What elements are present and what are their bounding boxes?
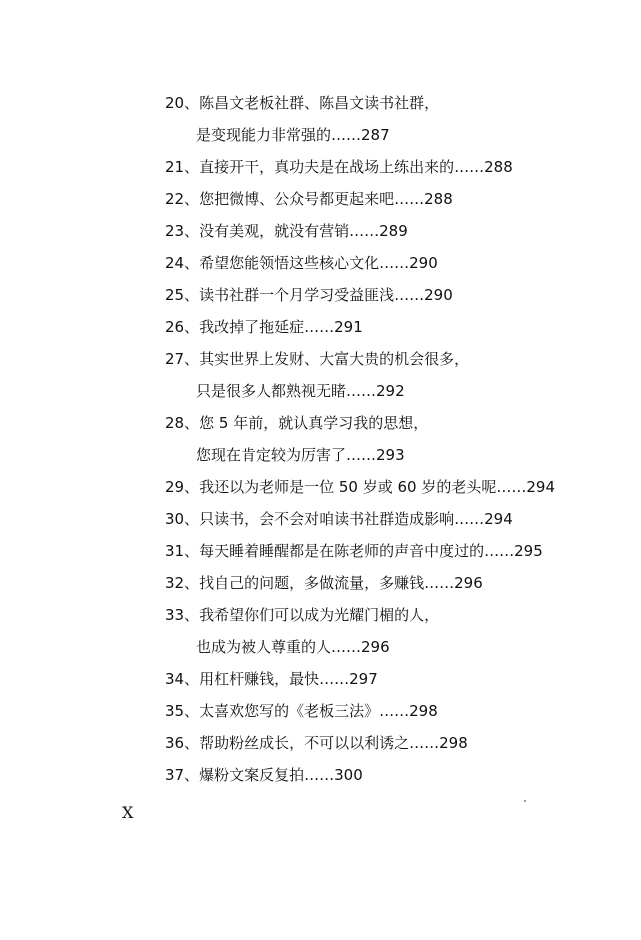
entry-title: 我希望你们可以成为光耀门楣的人，: [199, 606, 440, 624]
entry-title-continued: 是变现能力非常强的……287: [196, 126, 390, 144]
toc-entry-34: [165, 669, 378, 689]
entry-title: 用杠杆赚钱，最快……297: [199, 670, 378, 688]
entry-number: 29: [165, 478, 185, 496]
toc-entry-31: [165, 541, 543, 561]
entry-number: 27: [165, 350, 185, 368]
entry-separator: 、: [184, 510, 200, 528]
entry-separator: 、: [184, 702, 200, 720]
entry-title-continued: 也成为被人尊重的人……296: [196, 638, 390, 656]
entry-separator: 、: [184, 94, 200, 112]
entry-number: 24: [165, 254, 185, 272]
toc-entry-22: [165, 189, 453, 209]
toc-entry-26: [165, 317, 363, 337]
entry-title: 爆粉文案反复拍……300: [199, 766, 363, 784]
entry-number: 28: [165, 414, 185, 432]
entry-title: 我改掉了拖延症……291: [199, 318, 363, 336]
entry-separator: 、: [184, 414, 200, 432]
entry-separator: 、: [184, 574, 200, 592]
entry-title: 直接开干，真功夫是在战场上练出来的……288: [199, 158, 513, 176]
toc-entry-21: [165, 157, 513, 177]
entry-number: 23: [165, 222, 185, 240]
entry-number: 26: [165, 318, 185, 336]
entry-separator: 、: [184, 350, 200, 368]
toc-entry-24: [165, 253, 438, 273]
entry-number: 37: [165, 766, 185, 784]
entry-title: 找自己的问题，多做流量，多赚钱……296: [199, 574, 483, 592]
entry-number: 20: [165, 94, 185, 112]
entry-separator: 、: [184, 766, 200, 784]
entry-separator: 、: [184, 318, 200, 336]
toc-entry-28: [165, 413, 428, 433]
toc-entry-20: [165, 93, 439, 113]
entry-title-continued: 您现在肯定较为厉害了……293: [196, 446, 405, 464]
entry-title: 只读书，会不会对咱读书社群造成影响……294: [199, 510, 513, 528]
entry-number: 32: [165, 574, 185, 592]
entry-separator: 、: [184, 190, 200, 208]
toc-entry-20-continuation: [196, 125, 390, 145]
entry-title: 帮助粉丝成长，不可以以利诱之……298: [199, 734, 468, 752]
entry-title: 您 5 年前，就认真学习我的思想，: [199, 414, 429, 432]
page-number: X: [122, 803, 134, 822]
toc-entry-37: [165, 765, 363, 785]
entry-number: 25: [165, 286, 185, 304]
entry-number: 36: [165, 734, 185, 752]
toc-entry-23: [165, 221, 408, 241]
entry-number: 21: [165, 158, 185, 176]
toc-entry-28-continuation: [196, 445, 405, 465]
toc-entry-36: [165, 733, 468, 753]
entry-separator: 、: [184, 670, 200, 688]
entry-separator: 、: [184, 286, 200, 304]
toc-entry-33: [165, 605, 439, 625]
entry-number: 30: [165, 510, 185, 528]
entry-number: 33: [165, 606, 185, 624]
entry-separator: 、: [184, 158, 200, 176]
entry-title: 太喜欢您写的《老板三法》……298: [199, 702, 438, 720]
toc-entry-25: [165, 285, 453, 305]
entry-number: 35: [165, 702, 185, 720]
entry-title: 我还以为老师是一位 50 岁或 60 岁的老头呢……294: [199, 478, 555, 496]
entry-separator: 、: [184, 478, 200, 496]
toc-entry-30: [165, 509, 513, 529]
entry-number: 31: [165, 542, 185, 560]
toc-entry-29: [165, 477, 555, 497]
scan-speck: [524, 800, 526, 802]
toc-entry-27: [165, 349, 469, 369]
entry-separator: 、: [184, 254, 200, 272]
entry-title: 希望您能领悟这些核心文化……290: [199, 254, 438, 272]
entry-title: 其实世界上发财、大富大贵的机会很多，: [199, 350, 470, 368]
entry-title: 没有美观，就没有营销……289: [199, 222, 408, 240]
entry-title: 每天睡着睡醒都是在陈老师的声音中度过的……295: [199, 542, 543, 560]
entry-separator: 、: [184, 606, 200, 624]
toc-entry-33-continuation: [196, 637, 390, 657]
entry-separator: 、: [184, 542, 200, 560]
entry-title-continued: 只是很多人都熟视无睹……292: [196, 382, 405, 400]
entry-title: 您把微博、公众号都更起来吧……288: [199, 190, 453, 208]
entry-separator: 、: [184, 222, 200, 240]
entry-title: 读书社群一个月学习受益匪浅……290: [199, 286, 453, 304]
entry-separator: 、: [184, 734, 200, 752]
entry-title: 陈昌文老板社群、陈昌文读书社群，: [199, 94, 440, 112]
toc-entry-27-continuation: [196, 381, 405, 401]
toc-entry-35: [165, 701, 438, 721]
entry-number: 34: [165, 670, 185, 688]
toc-entry-32: [165, 573, 483, 593]
entry-number: 22: [165, 190, 185, 208]
